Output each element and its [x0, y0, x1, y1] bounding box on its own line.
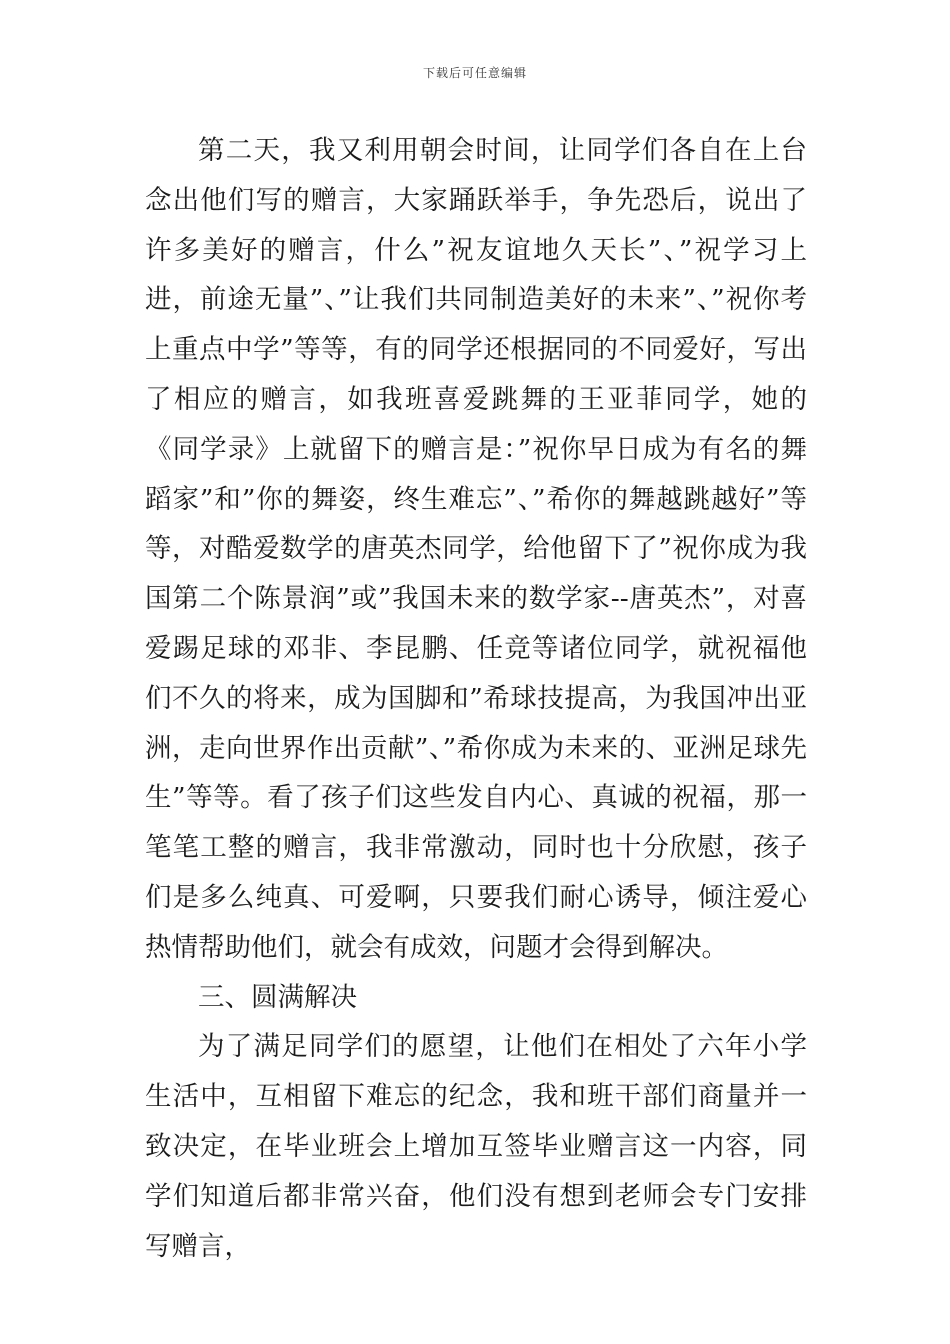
paragraph: 第二天，我又利用朝会时间，让同学们各自在上台念出他们写的赠言，大家踊跃举手，争先恐后，说出了许多美好的赠言，什么”祝友谊地久天长”、”祝学习上进，前途无量”、”让我们共同制造美好的未来”、”祝你考上重点中学”等等，有的同学还根据同的不同爱好，写出了相应的赠言，如我班喜爱跳舞的王亚菲同学，她的《同学录》上就留下的赠言是：”祝你早日成为有名的舞蹈家”和”你的舞姿，终生难忘”、”希你的舞越跳越好”等等，对酷爱数学的唐英杰同学，给他留下了”祝你成为我国第二个陈景润”或”我国未来的数学家--唐英杰”，对喜爱踢足球的邓非、李昆鹏、任竞等诸位同学，就祝福他们不久的将来，成为国脚和”希球技提高，为我国冲出亚洲，走向世界作出贡献”、”希你成为未来的、亚洲足球先生”等等。看了孩子们这些发自内心、真诚的祝福，那一笔笔工整的赠言，我非常激动，同时也十分欣慰，孩子们是多么纯真、可爱啊，只要我们耐心诱导，倾注爱心热情帮助他们，就会有成效，问题才会得到解决。: [145, 135, 807, 963]
paragraph: 为了满足同学们的愿望，让他们在相处了六年小学生活中，互相留下难忘的纪念，我和班干部们商量并一致决定，在毕业班会上增加互签毕业赠言这一内容，同学们知道后都非常兴奋，他们没有想到老师会专门安排写赠言，: [145, 1031, 807, 1262]
page-header-note: 下载后可任意编辑: [422, 66, 527, 80]
section-heading: 三、圆满解决: [198, 981, 357, 1013]
document-body: [145, 126, 807, 1271]
